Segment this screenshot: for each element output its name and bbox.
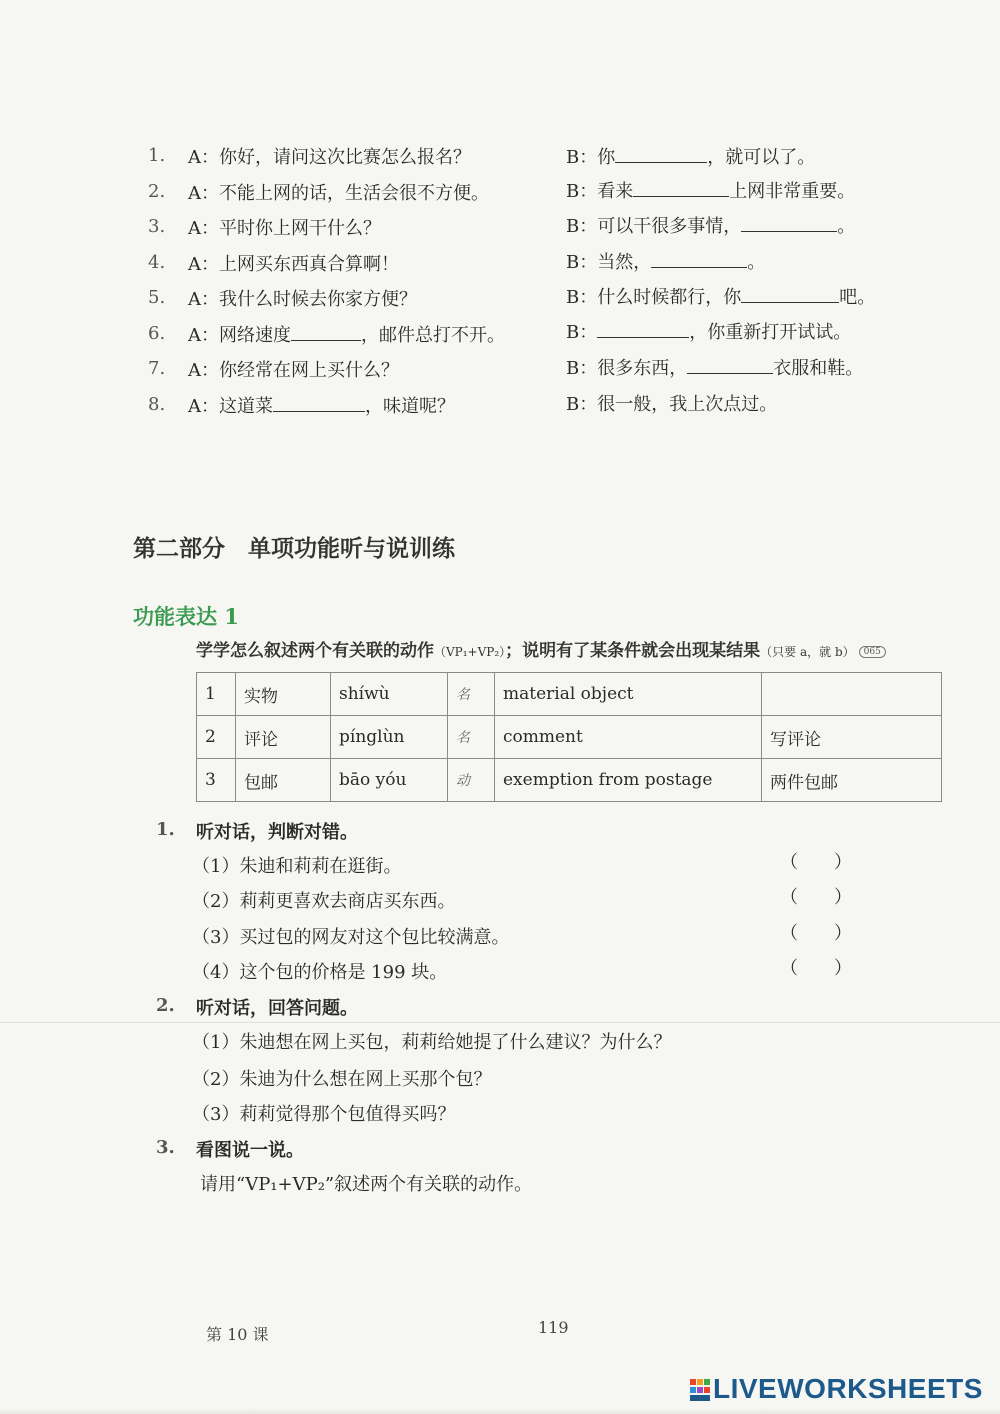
dialogue-a-line: A：不能上网的话，生活会很不方便。 [188, 183, 489, 204]
answer-blank[interactable] [651, 249, 747, 268]
section-title: 第二部分 单项功能听与说训练 [133, 535, 455, 562]
exercise-number: 2. [156, 995, 175, 1016]
dialogue-number: 6. [148, 323, 166, 344]
question-item: （1）朱迪想在网上买包，莉莉给她提了什么建议？为什么？ [192, 1032, 672, 1053]
answer-blank[interactable] [615, 144, 707, 163]
exercise-title: 听对话，回答问题。 [196, 998, 358, 1019]
scan-fold-line [0, 1022, 1000, 1023]
table-row: 3 包邮 bāo yóu 动 exemption from postage 两件包邮 [197, 759, 942, 802]
exercise-number: 1. [156, 819, 175, 840]
true-false-item: （4）这个包的价格是 199 块。 [192, 962, 448, 983]
answer-parentheses[interactable]: （ ） [780, 852, 852, 873]
dialogue-b-line: B：当然， 。 [566, 248, 765, 274]
table-row: 2 评论 pínglùn 名 comment 写评论 [197, 716, 942, 759]
dialogue-number: 8. [148, 394, 166, 415]
dialogue-a-line: A：网络速度 ，邮件总打不开。 [188, 321, 505, 347]
dialogue-a-line: A：上网买东西真合算啊！ [188, 254, 399, 275]
lesson-label: 第 10 课 [206, 1325, 269, 1344]
question-item: （2）朱迪为什么想在网上买那个包？ [192, 1069, 492, 1090]
answer-blank[interactable] [633, 178, 729, 197]
answer-blank[interactable] [597, 319, 689, 338]
dialogue-a-line: A：你好，请问这次比赛怎么报名？ [188, 147, 471, 168]
page-number: 119 [538, 1318, 569, 1337]
answer-blank[interactable] [273, 393, 365, 412]
exercise-title: 听对话，判断对错。 [196, 822, 358, 843]
answer-parentheses[interactable]: （ ） [780, 958, 852, 979]
true-false-item: （1）朱迪和莉莉在逛街。 [192, 856, 402, 877]
dialogue-b-line: B：很多东西， 衣服和鞋。 [566, 354, 863, 380]
brand-name: LIVEWORKSHEETS [713, 1373, 983, 1404]
answer-blank[interactable] [741, 213, 837, 232]
dialogue-number: 7. [148, 358, 166, 379]
dialogue-b-line: B：什么时候都行，你 吧。 [566, 283, 875, 309]
audio-track-badge: 065 [859, 646, 886, 658]
scan-edge [0, 1408, 1000, 1414]
answer-blank[interactable] [741, 284, 839, 303]
dialogue-b-line: B： ，你重新打开试试。 [566, 318, 851, 344]
dialogue-number: 5. [148, 287, 166, 308]
liveworksheets-icon [690, 1379, 710, 1401]
answer-parentheses[interactable]: （ ） [780, 887, 852, 908]
exercise-number: 3. [156, 1137, 175, 1158]
liveworksheets-logo[interactable] [690, 1373, 983, 1405]
question-item: （3）莉莉觉得那个包值得买吗？ [192, 1104, 456, 1125]
answer-blank[interactable] [687, 355, 773, 374]
true-false-item: （2）莉莉更喜欢去商店买东西。 [192, 891, 456, 912]
dialogue-b-line: B：你 ，就可以了。 [566, 143, 815, 169]
true-false-item: （3）买过包的网友对这个包比较满意。 [192, 927, 510, 948]
dialogue-number: 4. [148, 252, 166, 273]
dialogue-b-line: B：很一般，我上次点过。 [566, 394, 778, 415]
dialogue-number: 2. [148, 181, 166, 202]
exercise-instruction: 请用“VP₁+VP₂”叙述两个有关联的动作。 [200, 1174, 533, 1195]
dialogue-a-line: A：我什么时候去你家方便？ [188, 289, 417, 310]
function-intro: 学学怎么叙述两个有关联的动作（VP₁+VP₂）；说明有了某条件就会出现某结果（只要 a，就 b） 065 [196, 636, 886, 661]
vocabulary-table [196, 672, 942, 802]
function-title: 功能表达 1 [133, 604, 239, 629]
exercise-title: 看图说一说。 [196, 1140, 304, 1161]
answer-parentheses[interactable]: （ ） [780, 923, 852, 944]
dialogue-a-line: A：平时你上网干什么？ [188, 218, 381, 239]
table-row: 1 实物 shíwù 名 material object [197, 673, 942, 716]
dialogue-number: 1. [148, 145, 166, 166]
dialogue-b-line: B：看来 上网非常重要。 [566, 177, 855, 203]
dialogue-a-line: A：你经常在网上买什么？ [188, 360, 399, 381]
dialogue-a-line: A：这道菜 ，味道呢？ [188, 392, 455, 418]
dialogue-b-line: B：可以干很多事情， 。 [566, 212, 855, 238]
answer-blank[interactable] [291, 322, 361, 341]
dialogue-number: 3. [148, 216, 166, 237]
